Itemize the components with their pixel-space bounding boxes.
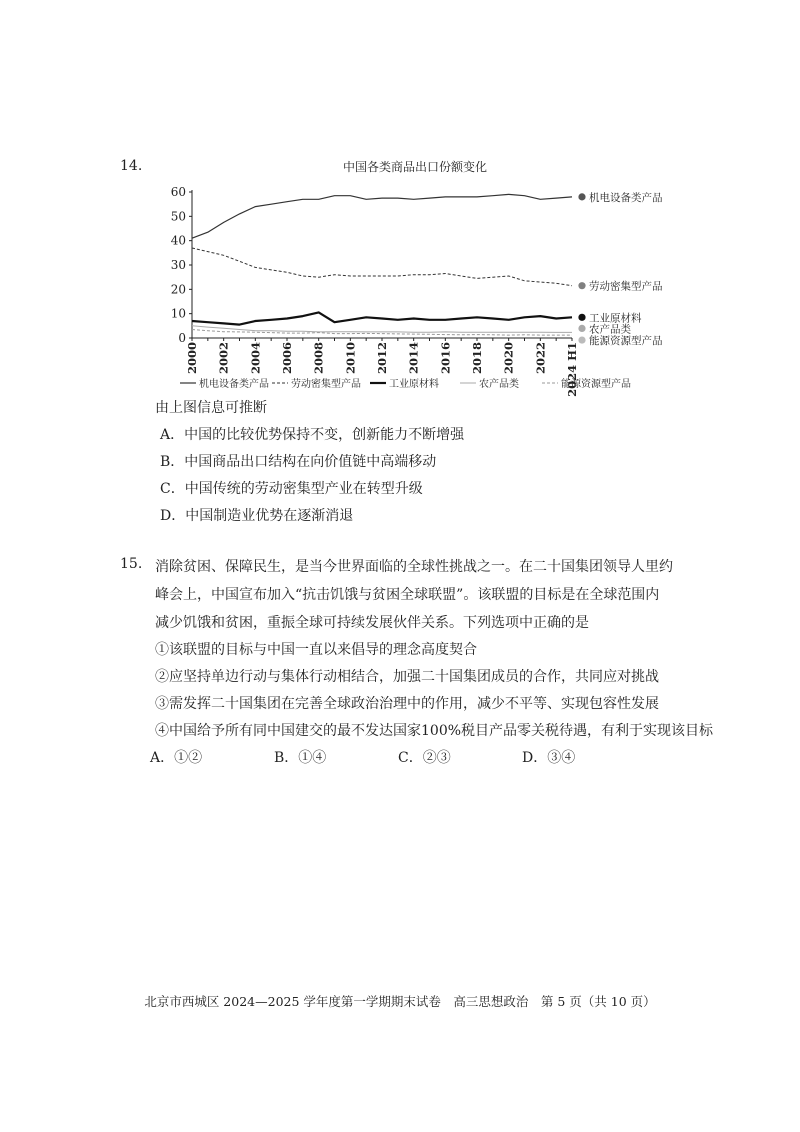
legend-label-1: 机电设备类产品 [199, 379, 269, 390]
y-tick-label: 40 [170, 233, 186, 248]
x-tick-label: 2016 [438, 342, 453, 375]
x-tick-label: 2022 [533, 342, 548, 375]
y-tick-label: 20 [170, 282, 186, 297]
series-end-label-2: 劳动密集型产品 [589, 280, 663, 293]
q15-stem-line-3: 减少饥饿和贫困，重振全球可持续发展伙伴关系。下列选项中正确的是 [155, 615, 589, 631]
page-footer: 北京市西城区 2024—2025 学年度第一学期期末试卷 高三思想政治 第 5 页（共 10 页） [144, 994, 656, 1009]
series-line-3 [192, 312, 572, 324]
q15-choice-c[interactable]: C．②③ [398, 750, 451, 766]
x-tick-label: 2000 [185, 342, 199, 375]
question-14-lead: 由上图信息可推断 [155, 400, 267, 416]
x-tick-label: 2010 [343, 342, 358, 375]
question-15-number: 15. [120, 556, 143, 572]
series-end-dot-1 [578, 193, 585, 200]
q14-option-a[interactable]: A．中国的比较优势保持不变，创新能力不断增强 [160, 427, 465, 443]
y-tick-label: 30 [170, 258, 186, 272]
series-line-4 [192, 326, 572, 333]
q15-statement-1: ①该联盟的目标与中国一直以来倡导的理念高度契合 [155, 642, 477, 658]
legend-label-5: 能源资源型产品 [561, 379, 631, 390]
question-14-number: 14. [120, 158, 143, 174]
q15-choice-a[interactable]: A．①② [150, 750, 203, 766]
y-tick-label: 0 [178, 331, 186, 345]
export-share-line-chart [150, 178, 690, 400]
chart-legend [180, 377, 631, 390]
x-tick-label: 2018 [470, 342, 484, 375]
x-tick-label: 2020 [501, 342, 516, 375]
chart-axes [192, 190, 572, 338]
series-end-label-5: 能源资源型产品 [589, 335, 663, 348]
series-end-labels [578, 191, 662, 347]
y-tick-label: 60 [170, 185, 186, 199]
y-tick-label: 50 [170, 209, 186, 224]
q15-statement-3: ③需发挥二十国集团在完善全球政治治理中的作用，减少不平等、实现包容性发展 [155, 696, 659, 712]
y-tick-label: 10 [170, 306, 186, 321]
series-end-dot-5 [578, 336, 585, 343]
series-end-dot-3 [578, 314, 585, 321]
x-tick-label: 2012 [375, 342, 389, 375]
x-tick-label: 2024 H1 [565, 342, 579, 397]
x-tick-label: 2008 [311, 342, 326, 375]
q15-stem-line-2: 峰会上，中国宣布加入“抗击饥饿与贫困全球联盟”。该联盟的目标是在全球范围内 [155, 587, 660, 603]
q15-choice-b[interactable]: B．①④ [274, 750, 327, 766]
q14-option-b[interactable]: B．中国商品出口结构在向价值链中高端移动 [160, 454, 437, 470]
q15-statement-2: ②应坚持单边行动与集体行动相结合，加强二十国集团成员的合作，共同应对挑战 [155, 669, 659, 685]
series-lines [192, 194, 572, 335]
q14-option-c[interactable]: C．中国传统的劳动密集型产业在转型升级 [160, 481, 423, 497]
q15-statement-4: ④中国给予所有同中国建交的最不发达国家100%税目产品零关税待遇，有利于实现该目标 [155, 723, 714, 739]
q15-stem-line-1: 消除贫困、保障民生，是当今世界面临的全球性挑战之一。在二十国集团领导人里约 [155, 559, 673, 575]
series-end-dot-2 [578, 282, 585, 289]
legend-label-3: 工业原材料 [389, 379, 439, 390]
y-axis-ticks [171, 185, 192, 345]
x-tick-label: 2006 [280, 342, 294, 375]
legend-label-2: 劳动密集型产品 [291, 379, 361, 390]
q14-option-d[interactable]: D．中国制造业优势在逐渐消退 [160, 508, 354, 524]
x-tick-label: 2014 [406, 342, 421, 375]
series-end-dot-4 [578, 325, 585, 332]
series-line-1 [192, 194, 572, 238]
chart-title: 中国各类商品出口份额变化 [342, 160, 487, 174]
x-tick-label: 2004 [248, 342, 263, 375]
series-line-2 [192, 248, 572, 286]
q15-choice-d[interactable]: D．③④ [522, 750, 576, 766]
series-end-label-1: 机电设备类产品 [589, 191, 663, 204]
series-end-label-4: 农产品类 [589, 323, 631, 336]
x-tick-label: 2002 [216, 342, 231, 375]
legend-label-4: 农产品类 [479, 379, 519, 390]
series-end-label-3: 工业原材料 [589, 312, 642, 325]
